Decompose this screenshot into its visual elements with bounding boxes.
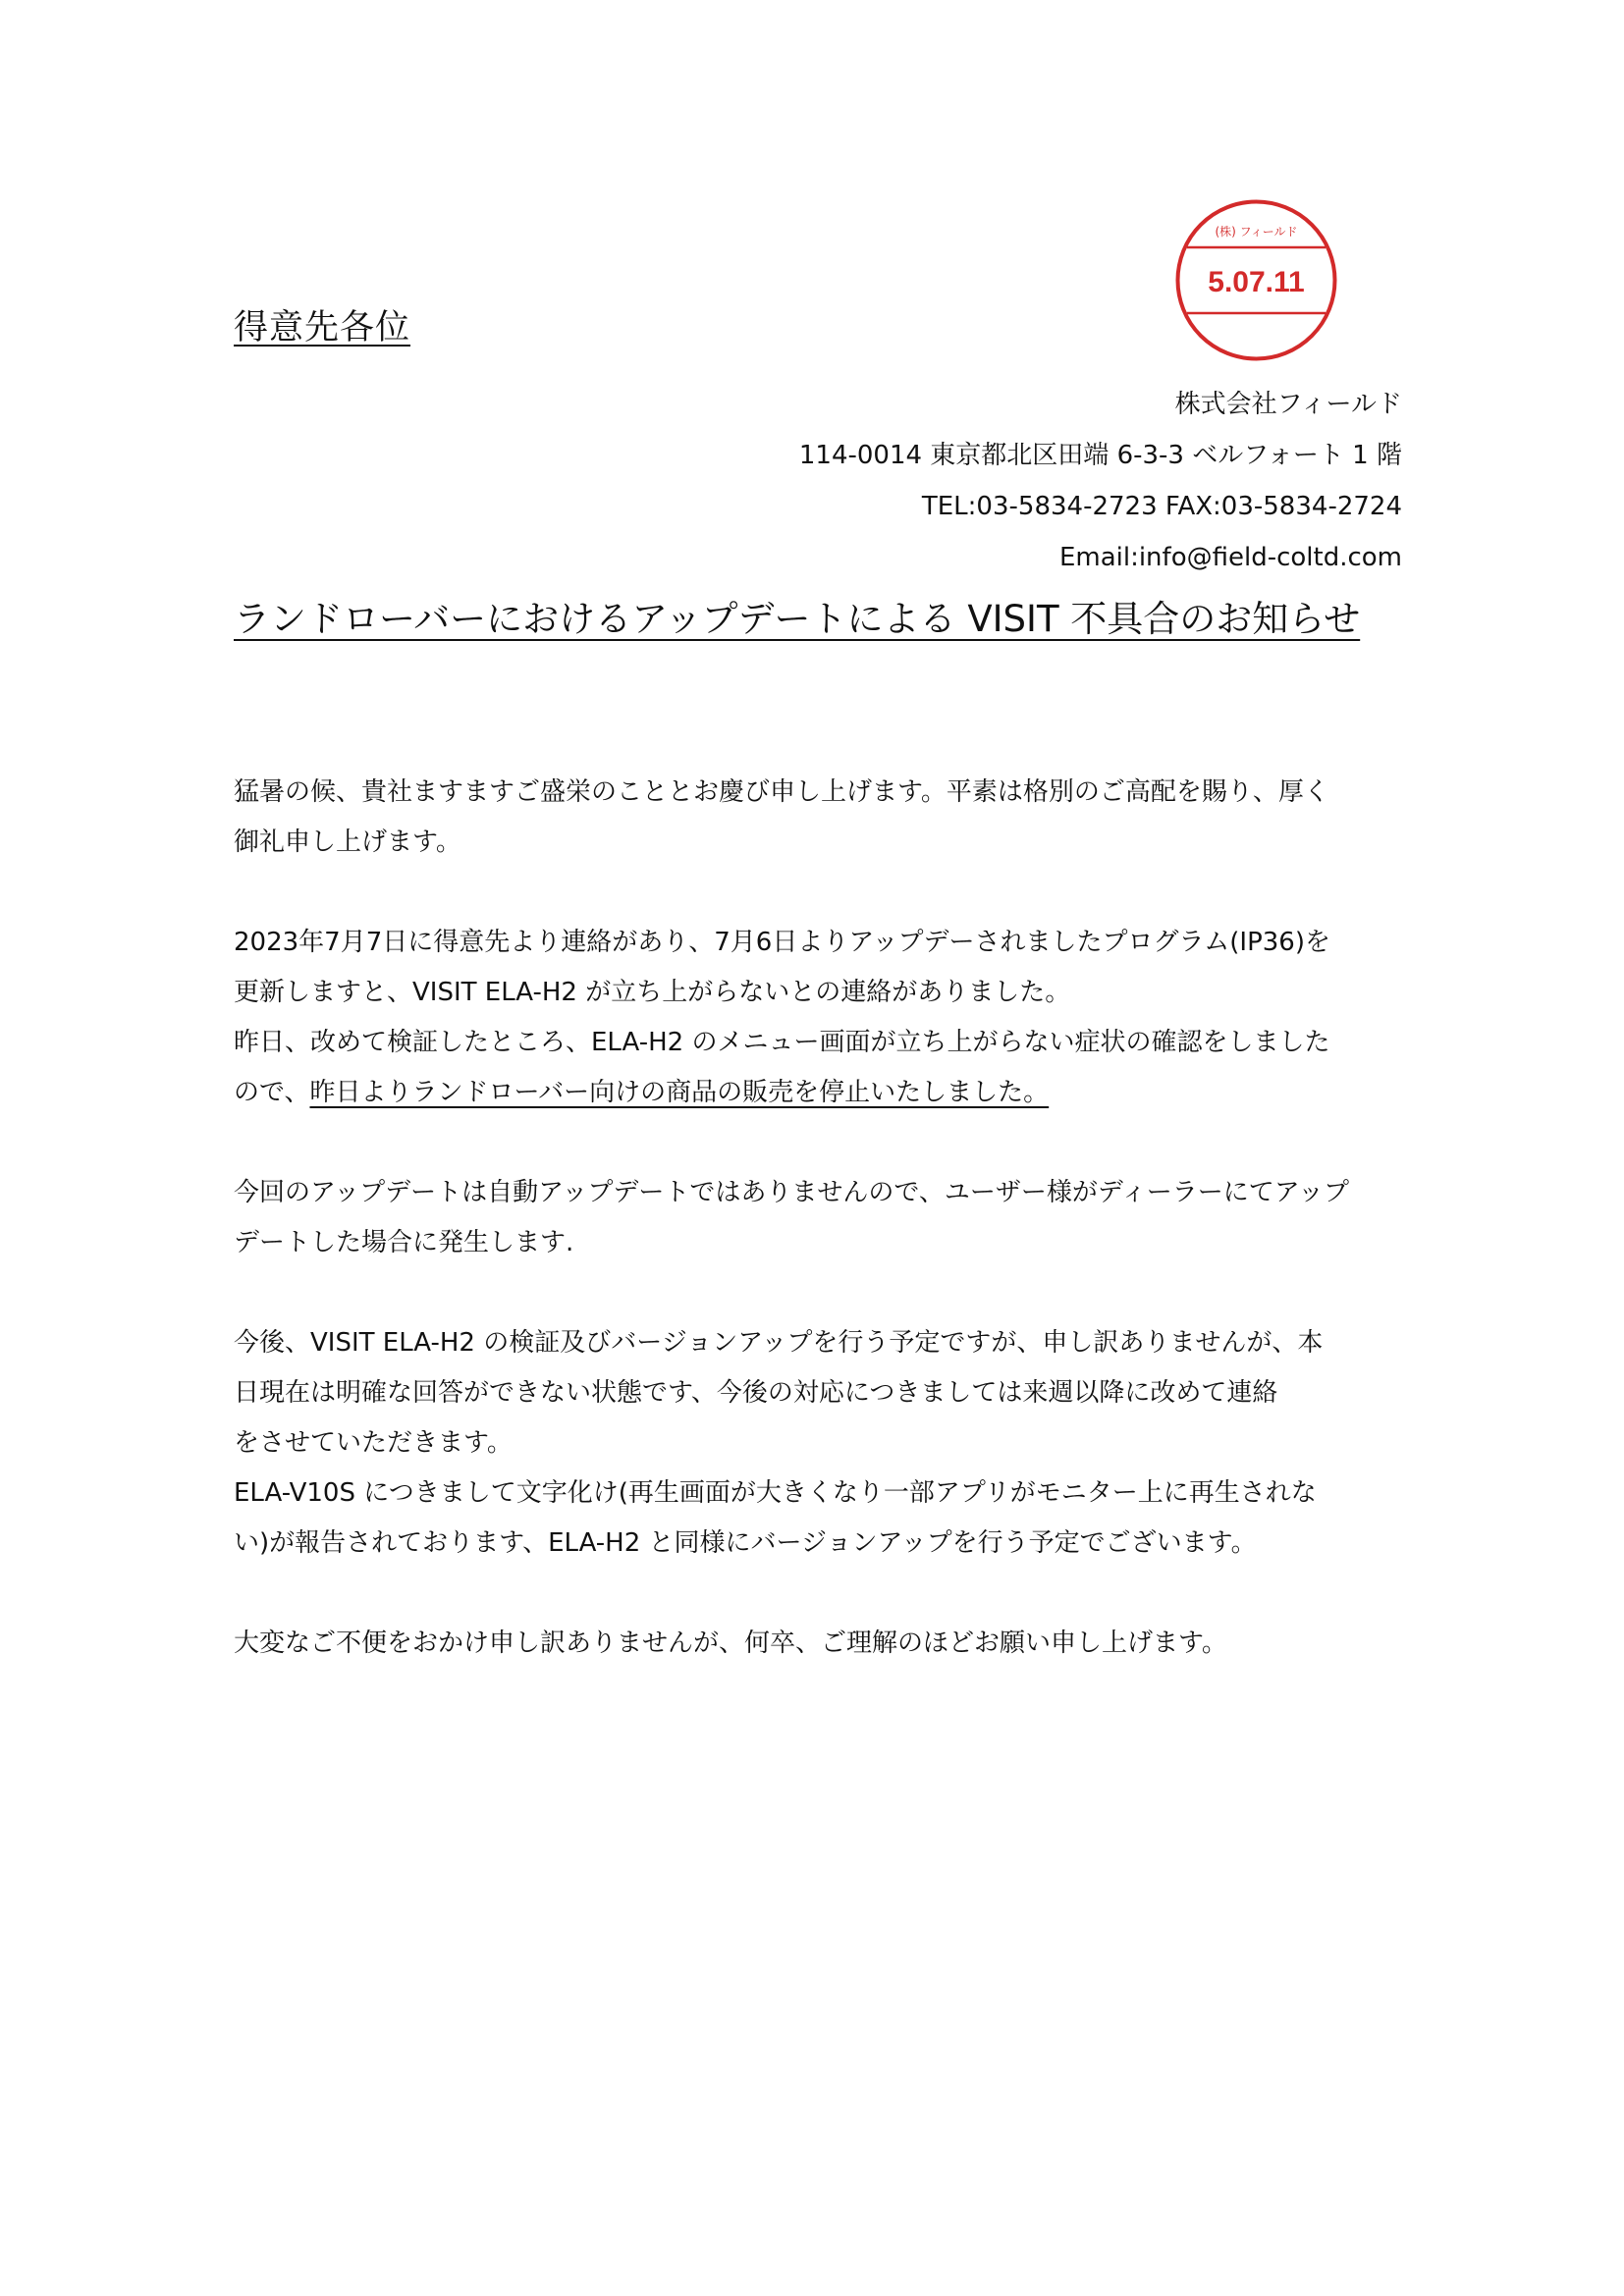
stamp-graphic: [1172, 196, 1340, 364]
date-stamp: [1172, 196, 1340, 364]
body-line: デートした場合に発生します.: [234, 1228, 574, 1257]
body-line: 昨日、改めて検証したところ、ELA-H2 のメニュー画面が立ち上がらない症状の確認をしました: [234, 1028, 1330, 1057]
body-line: 猛暑の候、貴社ますますご盛栄のこととお慶び申し上げます。平素は格別のご高配を賜り、厚く: [234, 777, 1329, 807]
sender-email: Email:info@field-coltd.com: [1058, 543, 1402, 572]
notice-title: ランドローバーにおけるアップデートによる VISIT 不具合のお知らせ: [234, 598, 1361, 640]
body-line: ELA-V10S につきまして文字化け(再生画面が大きくなり一部アプリがモニター上に再生されな: [234, 1478, 1317, 1508]
body-line: をさせていただきます。: [234, 1428, 513, 1458]
body-line: [234, 1068, 1402, 1118]
sender-company: 株式会社フィールド: [1174, 390, 1402, 419]
body-line: 御礼申し上げます。: [234, 828, 461, 857]
sender-info: [799, 379, 1402, 583]
body-line: 日現在は明確な回答ができない状態です、今後の対応につきましては来週以降に改めて連絡: [234, 1378, 1278, 1408]
sender-phone-fax: TEL:03-5834-2723 FAX:03-5834-2724: [921, 492, 1402, 521]
recipient-heading: 得意先各位: [234, 308, 411, 347]
body-line: 今後、VISIT ELA-H2 の検証及びバージョンアップを行う予定ですが、申し訳ありませんが、本: [234, 1328, 1324, 1358]
paragraph-incident: [234, 918, 1402, 1118]
paragraph-update-cause: [234, 1168, 1402, 1268]
stamp-date: 5.07.11: [1208, 266, 1305, 298]
paragraph-greeting: [234, 768, 1402, 868]
body-line: い)が報告されております、ELA-H2 と同様にバージョンアップを行う予定でございます。: [234, 1528, 1257, 1558]
stamp-company: (株) フィールド: [1215, 225, 1298, 239]
body-line-prefix: ので、: [234, 1078, 310, 1107]
body-line: 2023年7月7日に得意先より連絡があり、7月6日よりアップデーされましたプログラム(IP36)を: [234, 928, 1330, 957]
paragraph-future-plan: [234, 1318, 1402, 1569]
body-line: 大変なご不便をおかけ申し訳ありませんが、何卒、ご理解のほどお願い申し上げます。: [234, 1629, 1227, 1658]
sales-suspension-notice: 昨日よりランドローバー向けの商品の販売を停止いたしました。: [309, 1078, 1050, 1107]
paragraph-closing: [234, 1619, 1402, 1669]
sender-address: 114-0014 東京都北区田端 6-3-3 ベルフォート 1 階: [798, 441, 1402, 470]
body-line: 更新しますと、VISIT ELA-H2 が立ち上がらないとの連絡がありました。: [234, 978, 1071, 1007]
body-line: 今回のアップデートは自動アップデートではありませんので、ユーザー様がディーラーにてアップ: [234, 1178, 1349, 1207]
letter-body: [234, 768, 1402, 1719]
